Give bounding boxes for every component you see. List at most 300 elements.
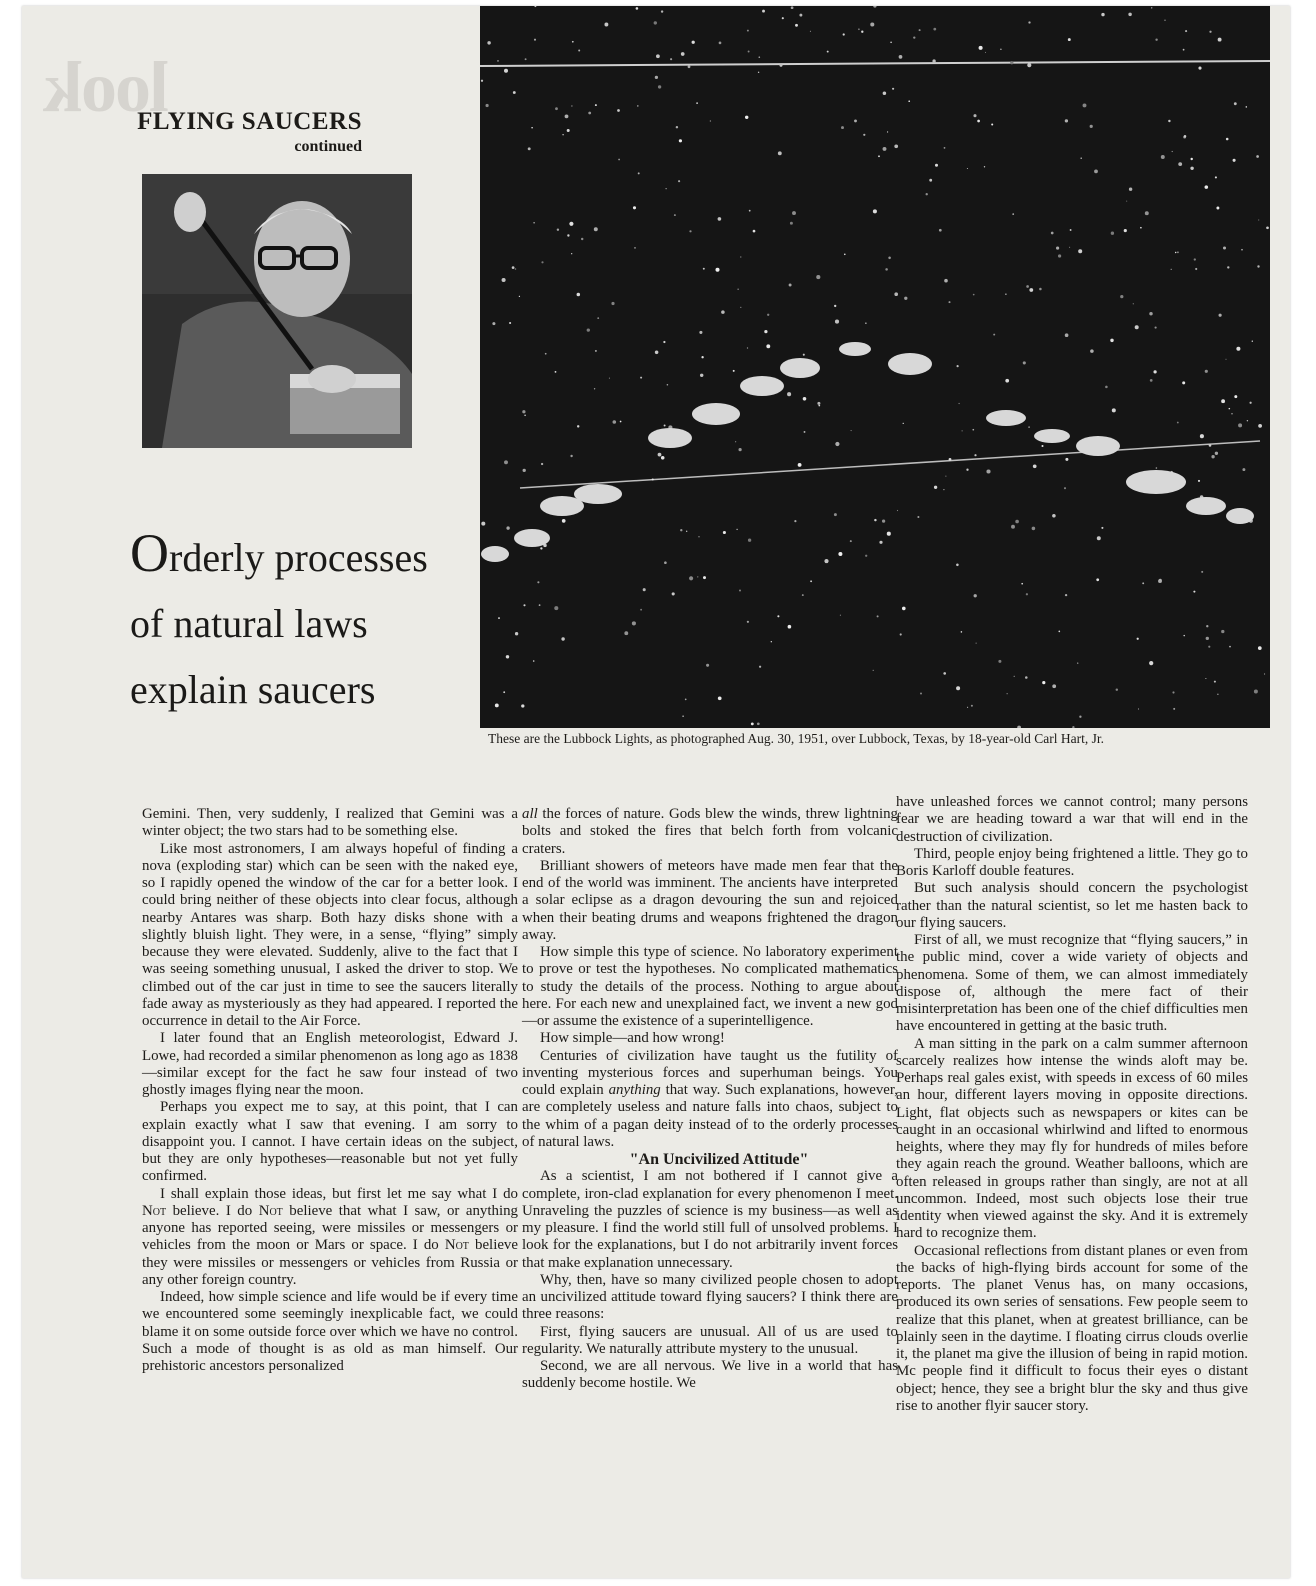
light-blob [888, 353, 932, 375]
star-dot [572, 41, 574, 43]
star-dot [1052, 514, 1056, 518]
star-dot [824, 559, 828, 563]
paragraph [142, 1186, 518, 1290]
star-dot [926, 193, 928, 195]
star-dot [1173, 708, 1175, 710]
star-dot [1229, 408, 1231, 410]
star-dot [682, 715, 684, 717]
star-dot [1156, 467, 1158, 469]
star-dot [986, 469, 990, 473]
star-dot [666, 188, 667, 189]
star-dot [1094, 169, 1098, 173]
star-dot [966, 469, 968, 471]
emphasis-not: Not [444, 1237, 469, 1254]
star-dot [595, 350, 597, 352]
star-dot [1229, 646, 1231, 648]
star-dot [1027, 63, 1031, 67]
light-blob [740, 376, 784, 396]
star-dot [506, 655, 509, 658]
star-dot [1051, 232, 1054, 235]
star-dot [502, 278, 506, 282]
lubbock-lights-photo [480, 6, 1270, 728]
star-dot [640, 609, 642, 611]
star-dot [638, 172, 640, 174]
star-dot [661, 10, 663, 12]
star-dot [1056, 247, 1059, 250]
star-dot [748, 539, 751, 542]
star-dot [733, 370, 735, 372]
light-blob [1034, 429, 1070, 443]
star-dot [887, 532, 891, 536]
star-dot [562, 134, 563, 135]
star-dot [933, 28, 936, 31]
star-dot [739, 590, 741, 592]
article-column-2 [522, 806, 898, 1393]
light-blob [1186, 497, 1226, 515]
star-dot [1177, 422, 1179, 424]
star-dot [932, 59, 935, 62]
paragraph [522, 1048, 898, 1152]
star-dot [817, 402, 820, 405]
star-dot [504, 460, 508, 464]
star-dot [1025, 676, 1028, 679]
star-dot [764, 330, 767, 333]
star-dot [929, 179, 932, 182]
star-dot [577, 293, 581, 297]
star-dot [1258, 424, 1262, 428]
star-dot [882, 519, 885, 522]
star-dot [721, 310, 725, 314]
star-dot [803, 397, 807, 401]
star-dot [1129, 187, 1132, 190]
star-dot [892, 88, 894, 90]
paragraph: Gemini. Then, very suddenly, I realized that Gemini was a winter object; the two stars had to be something else. [142, 806, 518, 840]
author-portrait-photo [142, 174, 412, 448]
star-dot [537, 581, 539, 583]
star-dot [919, 29, 921, 31]
star-dot [523, 469, 526, 472]
star-dot [554, 606, 558, 610]
star-dot [1068, 38, 1071, 41]
star-dot [1028, 21, 1030, 23]
light-blob [1076, 436, 1120, 456]
star-dot [545, 353, 547, 355]
star-dot [1209, 31, 1211, 33]
star-dot [587, 328, 590, 331]
star-dot [1042, 681, 1045, 684]
paragraph: How simple—and how wrong! [540, 1030, 725, 1047]
text-run: the forces of nature. Gods blew the winds, threw lightning bolts and stoked the fires that belch forth from volcanic craters. [522, 806, 898, 857]
star-dot [977, 120, 980, 123]
star-dot [1032, 527, 1036, 531]
star-dot [581, 238, 583, 240]
emphasis-all: all [522, 806, 538, 822]
paragraph: But such analysis should concern the psychologist rather than the natural scientist, so let me hasten back to our flying saucers. [896, 880, 1248, 931]
star-dot [944, 279, 948, 283]
star-dot [670, 58, 672, 60]
star-dot [1029, 288, 1033, 292]
star-dot [1215, 176, 1217, 178]
portrait-image [142, 174, 412, 448]
star-dot [993, 334, 995, 336]
star-dot [1101, 527, 1103, 529]
star-dot [1033, 464, 1037, 468]
star-dot [1221, 399, 1225, 403]
star-dot [679, 139, 682, 142]
star-dot [967, 168, 968, 169]
star-dot [1083, 103, 1087, 107]
star-dot [1058, 254, 1061, 257]
star-dot [664, 425, 666, 427]
star-dot [654, 21, 657, 24]
star-dot [874, 519, 876, 521]
star-dot [834, 513, 837, 516]
light-blob [514, 529, 550, 547]
star-dot [1078, 249, 1082, 253]
star-dot [1011, 525, 1015, 529]
star-dot [791, 6, 794, 9]
star-dot [664, 561, 667, 564]
star-dot [1111, 232, 1114, 235]
star-dot [1175, 252, 1176, 253]
star-dot [1216, 207, 1219, 210]
star-dot [759, 666, 761, 668]
star-dot [1183, 49, 1185, 51]
star-dot [850, 540, 852, 542]
star-dot [1142, 582, 1144, 584]
star-dot [835, 320, 839, 324]
star-dot [655, 76, 658, 79]
star-dot [1155, 39, 1157, 41]
star-dot [962, 430, 963, 431]
star-dot [1005, 294, 1006, 295]
star-dot [904, 297, 907, 300]
star-dot [1206, 637, 1209, 640]
star-dot [745, 116, 748, 119]
star-dot [594, 227, 598, 231]
star-dot [481, 522, 485, 526]
star-dot [816, 275, 820, 279]
star-dot [1234, 102, 1237, 105]
star-dot [565, 115, 569, 119]
article-column-1 [142, 806, 518, 1375]
star-dot [1258, 219, 1259, 220]
paragraph: Perhaps you expect me to say, at this point, that I can explain exactly what I saw that evening. I am sorry to disappoint you. I cannot. I have certain ideas on the subject, but they are only hypotheses—reasonable but not yet fully confirmed. [142, 1099, 518, 1185]
star-dot [974, 454, 976, 456]
star-dot [1194, 258, 1196, 260]
star-dot [900, 633, 902, 635]
photo-caption: These are the Lubbock Lights, as photographed Aug. 30, 1951, over Lubbock, Texas, by 18-year-old Carl Hart, Jr. [488, 731, 1105, 746]
star-dot [1195, 268, 1197, 270]
star-dot [1149, 661, 1153, 665]
star-dot [1070, 229, 1072, 231]
star-dot [522, 410, 525, 413]
star-dot [917, 516, 919, 518]
star-dot [1247, 420, 1248, 421]
star-dot [534, 39, 536, 41]
text-run: that way. Such explanations, however, are completely useless and nature falls into chaos, subject to the whim of a pagan deity instead of to the orderly processes of natural laws. [522, 1082, 898, 1150]
star-dot [795, 24, 798, 27]
star-dot [1069, 247, 1070, 248]
star-dot [973, 294, 975, 296]
star-dot [974, 594, 977, 597]
star-dot [609, 378, 610, 379]
star-dot [878, 155, 880, 157]
star-dot [751, 722, 754, 725]
star-dot [674, 214, 676, 216]
text-run: Centuries of civilization have taught us the futility of inventing mysterious forces and superhuman beings. You could explain [522, 1047, 898, 1098]
star-dot [1080, 157, 1081, 158]
paragraph: Third, people enjoy being frightened a little. They go to Boris Karloff double features. [896, 845, 1248, 879]
star-dot [1014, 676, 1015, 677]
star-dot [1183, 635, 1184, 636]
star-dot [519, 296, 520, 297]
star-dot [1208, 646, 1210, 648]
section-title: FLYING SAUCERS [137, 108, 362, 135]
star-dot [723, 531, 726, 534]
star-dot [1200, 434, 1204, 438]
star-dot [1172, 691, 1174, 693]
star-dot [883, 91, 887, 95]
star-dot [998, 660, 1001, 663]
star-dot [540, 547, 542, 549]
star-dot [920, 693, 922, 695]
star-dot [1172, 151, 1173, 152]
star-dot [1218, 38, 1222, 42]
star-dot [637, 105, 639, 107]
star-dot [492, 322, 495, 325]
star-dot [1116, 688, 1118, 690]
star-dot [523, 604, 525, 606]
star-dot [689, 576, 693, 580]
star-dot [688, 65, 691, 68]
star-dot [758, 72, 759, 73]
star-dot [1249, 402, 1251, 404]
star-dot [1101, 13, 1104, 16]
star-dot [594, 388, 595, 389]
star-dot [1211, 455, 1214, 458]
star-dot [873, 670, 874, 671]
headline-line-2: of natural laws [130, 601, 368, 646]
star-dot [620, 421, 622, 423]
star-dot [1120, 295, 1123, 298]
star-dot [604, 23, 608, 27]
text-run: I shall explain those ideas, but first let me say what I do [160, 1185, 518, 1202]
star-dot [973, 114, 976, 117]
star-dot [1264, 673, 1265, 674]
star-dot [838, 552, 842, 556]
star-dot [873, 209, 877, 213]
star-dot [945, 476, 946, 477]
star-dot [678, 180, 680, 182]
star-dot [656, 54, 660, 58]
star-dot [524, 415, 526, 417]
star-dot [935, 164, 938, 167]
star-dot [699, 331, 702, 334]
paragraph: How simple this type of science. No laboratory experiment to prove or test the hypotheses. No complicated mathematics to study the details of the process. Nothing to argue about here. For each new and unexplained fact, we invent a new god—or assume the existence of a superintelligence. [522, 944, 898, 1029]
star-dot [790, 222, 793, 225]
star-dot [504, 69, 508, 73]
light-blob [1226, 508, 1254, 524]
star-dot [685, 699, 687, 701]
star-dot [555, 371, 557, 373]
star-dot [506, 526, 509, 529]
star-dot [789, 284, 792, 287]
star-dot [1190, 167, 1193, 170]
star-dot [991, 123, 993, 125]
star-dot [1193, 591, 1195, 593]
star-dot [854, 119, 857, 122]
paragraph: Why, then, have so many civilized people chosen to adopt an uncivilized attitude toward flying saucers? I think there are three reasons: [522, 1271, 898, 1323]
star-dot [908, 100, 910, 102]
light-blob [648, 428, 692, 448]
star-dot [1039, 288, 1042, 291]
star-dot [503, 691, 505, 693]
star-dot [1246, 106, 1248, 108]
star-dot [1164, 20, 1165, 21]
star-dot [1231, 413, 1232, 414]
star-dot [571, 253, 572, 254]
light-blob [780, 358, 820, 378]
star-dot [495, 703, 499, 707]
article-headline [130, 520, 470, 723]
star-dot [698, 536, 699, 537]
star-dot [870, 22, 874, 26]
headline-line-1-text: rderly processes [169, 535, 428, 580]
star-dot [1065, 594, 1067, 596]
star-dot [1223, 247, 1226, 250]
star-dot [736, 529, 737, 530]
star-dot [840, 615, 841, 616]
star-dot [703, 268, 705, 270]
section-subtitle: continued [294, 138, 362, 155]
star-dot [810, 580, 812, 582]
star-dot [841, 126, 844, 129]
star-dot [692, 41, 695, 44]
star-dot [521, 704, 524, 707]
headline-drop-cap: O [130, 523, 169, 583]
headline-line-3: explain saucers [130, 667, 376, 712]
text-run: believe they were missiles or messengers or vehicles from Russia or any other foreign country. [142, 1237, 518, 1288]
star-dot [643, 588, 646, 591]
emphasis-anything: anything [608, 1082, 661, 1098]
star-dot [1065, 333, 1069, 337]
star-dot [541, 463, 543, 465]
star-dot [1153, 370, 1156, 373]
star-dot [739, 448, 742, 451]
star-dot [1096, 578, 1099, 581]
star-dot [515, 268, 517, 270]
star-dot [1015, 520, 1019, 524]
star-dot [667, 384, 669, 386]
star-dot [1256, 155, 1259, 158]
star-dot [487, 41, 490, 44]
star-dot [571, 105, 572, 106]
star-dot [655, 351, 659, 355]
star-dot [613, 420, 617, 424]
star-dot [710, 120, 711, 121]
headline-line-1 [130, 520, 470, 591]
star-dot [588, 112, 591, 115]
star-dot [863, 134, 865, 136]
star-dot [1012, 213, 1014, 215]
star-dot [1065, 458, 1068, 461]
paragraph: Brilliant showers of meteors have made men fear that the end of the world was imminent. The ancients have interpreted a solar eclipse as a dragon devouring the sun and rejoiced when their beating drums and weapons frightened the dragon away. [522, 857, 898, 943]
star-dot [956, 686, 960, 690]
star-dot [567, 129, 570, 132]
star-dot [633, 206, 636, 209]
star-dot [1201, 571, 1203, 573]
star-dot [569, 222, 573, 226]
star-dot [1161, 155, 1165, 159]
star-dot [748, 51, 750, 53]
star-dot [766, 344, 770, 348]
star-dot [1225, 359, 1226, 360]
star-dot [1227, 266, 1229, 268]
light-blob [1126, 470, 1186, 494]
star-dot [701, 356, 703, 358]
star-dot [865, 555, 867, 557]
star-dot [984, 166, 985, 167]
star-dot [738, 289, 739, 290]
star-dot [1242, 468, 1245, 471]
star-dot [715, 268, 719, 272]
star-dot [943, 489, 944, 490]
paragraph: As a scientist, I am not bothered if I cannot give a complete, iron-clad explanation for every phenomenon I meet. Unraveling the puzzles of science is my business—as well as my pleasure. I find the world still full of unsolved problems. I look for the explanations, but I do not arbitrarily invent forces that make explanation unnecessary. [522, 1168, 898, 1271]
star-dot [934, 486, 937, 489]
star-dot [686, 531, 687, 532]
star-dot [1058, 631, 1060, 633]
star-dot [1159, 579, 1162, 582]
star-dot [1149, 312, 1152, 315]
star-dot [1135, 325, 1139, 329]
star-dot [706, 664, 709, 667]
emphasis-not: Not [258, 1202, 283, 1219]
star-dot [658, 453, 662, 457]
article-column-3 [896, 794, 1248, 1415]
star-dot [835, 442, 839, 446]
star-dot [762, 10, 765, 13]
star-dot [1168, 120, 1170, 122]
star-dot [525, 58, 527, 60]
star-dot [1150, 379, 1153, 382]
star-dot [894, 292, 898, 296]
star-dot [843, 33, 845, 35]
star-dot [1234, 395, 1237, 398]
star-dot [611, 302, 614, 305]
star-dot [652, 478, 654, 480]
star-dot [758, 56, 760, 58]
star-dot [899, 55, 903, 59]
star-dot [697, 576, 698, 577]
star-dot [539, 604, 541, 606]
star-dot [1205, 678, 1206, 679]
star-dot [779, 64, 782, 67]
star-dot [515, 632, 518, 635]
night-sky-image [480, 6, 1270, 728]
star-dot [767, 314, 769, 316]
star-dot [718, 696, 722, 700]
star-dot [1090, 349, 1094, 353]
star-dot [979, 46, 983, 50]
star-dot [557, 228, 559, 230]
star-dot [1258, 646, 1262, 650]
star-dot [597, 317, 599, 319]
star-dot [498, 617, 500, 619]
star-dot [570, 455, 572, 457]
star-dot [672, 592, 675, 595]
star-dot [1238, 423, 1242, 427]
